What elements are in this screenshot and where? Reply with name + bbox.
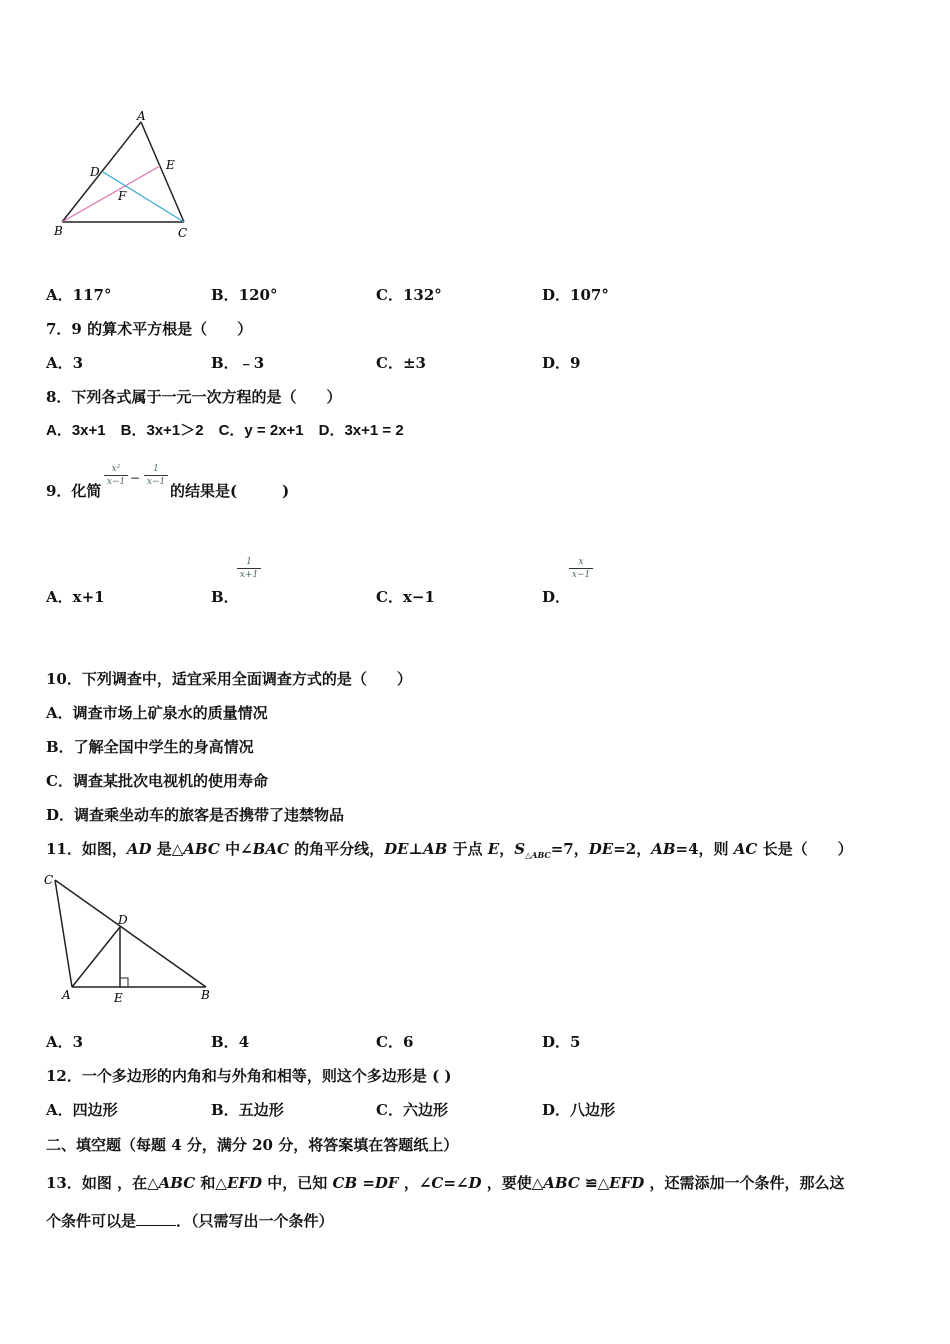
q13-line-2: 个条件可以是 ．（只需写出一个条件） bbox=[46, 1212, 334, 1230]
fig1-label-e: E bbox=[166, 158, 175, 172]
q7-stem: 7．9 的算术平方根是（ ） bbox=[46, 320, 253, 338]
q6-option-a: A．117° bbox=[46, 286, 112, 304]
fig1-label-c: C bbox=[178, 226, 188, 240]
q11-option-d: D．5 bbox=[542, 1033, 581, 1051]
fig2-label-d: D bbox=[118, 913, 128, 927]
q9-option-b-fraction: 1 x+1 bbox=[237, 557, 261, 580]
fig1-label-f: F bbox=[118, 189, 127, 203]
q6-option-c: C．132° bbox=[376, 286, 442, 304]
fig1-label-b: B bbox=[54, 224, 63, 238]
fig2-label-a: A bbox=[62, 988, 71, 1002]
q9-option-a: A．x+1 bbox=[46, 588, 105, 606]
q10-option-b: B．了解全国中学生的身高情况 bbox=[46, 738, 254, 756]
q9-option-d-key: D． bbox=[542, 588, 571, 606]
q9-option-d-fraction: x x−1 bbox=[569, 557, 593, 580]
q11-option-a: A．3 bbox=[46, 1033, 84, 1051]
q7-option-b: B．﹣3 bbox=[211, 354, 265, 372]
q12-option-b: B．五边形 bbox=[211, 1101, 284, 1119]
fig2-label-b: B bbox=[201, 988, 210, 1002]
triangle-figure-2 bbox=[40, 868, 220, 1008]
q13-line-1: 13．如图 ，在△ABC 和△EFD 中，已知 CB =DF ，∠C=∠D ，要使△ABC ≌△EFD ，还需添加一个条件，那么这 bbox=[46, 1174, 845, 1192]
q10-option-c: C．调查某批次电视机的使用寿命 bbox=[46, 772, 268, 790]
q12-option-c: C．六边形 bbox=[376, 1101, 448, 1119]
q12-option-d: D．八边形 bbox=[542, 1101, 616, 1119]
q7-option-c: C．±3 bbox=[376, 354, 426, 372]
q9-prefix: 9．化简 bbox=[46, 482, 102, 500]
triangle-figure-1 bbox=[40, 105, 210, 245]
q12-stem: 12．一个多边形的内角和与外角和相等，则这个多边形是 ( ) bbox=[46, 1067, 452, 1085]
q9-option-c: C．x−1 bbox=[376, 588, 435, 606]
q7-option-d: D．9 bbox=[542, 354, 581, 372]
q6-option-d: D．107° bbox=[542, 286, 609, 304]
q11-option-c: C．6 bbox=[376, 1033, 414, 1051]
q9-fraction-2: 1 x−1 bbox=[144, 464, 168, 487]
q10-option-d: D．调查乘坐动车的旅客是否携带了违禁物品 bbox=[46, 806, 345, 824]
fig1-label-a: A bbox=[137, 109, 146, 123]
q13-answer-blank[interactable] bbox=[136, 1211, 176, 1226]
fig1-label-d: D bbox=[90, 165, 100, 179]
fig2-label-e: E bbox=[114, 991, 123, 1005]
q7-option-a: A．3 bbox=[46, 354, 84, 372]
q11-option-b: B．4 bbox=[211, 1033, 250, 1051]
q6-option-b: B．120° bbox=[211, 286, 278, 304]
q9-minus: − bbox=[130, 471, 141, 485]
q10-stem: 10．下列调查中，适宜采用全面调查方式的是（ ） bbox=[46, 670, 412, 688]
fig2-label-c: C bbox=[44, 873, 54, 887]
q9-suffix: 的结果是( ) bbox=[170, 482, 290, 500]
q9-fraction-1: x² x−1 bbox=[104, 464, 128, 487]
section-2-title: 二、填空题（每题 4 分，满分 20 分，将答案填在答题纸上） bbox=[46, 1136, 459, 1154]
q8-options: A．3x+1 B．3x+1＞2 C．y = 2x+1 D．3x+1 = 2 bbox=[46, 422, 404, 439]
q10-option-a: A．调查市场上矿泉水的质量情况 bbox=[46, 704, 268, 722]
q11-stem: 11．如图，AD 是△ABC 中∠BAC 的角平分线，DE⊥AB 于点 E，$S_{\triangle ABC}=7$，DE=2，AB=4，则 AC 长是（ ） bbox=[46, 840, 853, 860]
q12-option-a: A．四边形 bbox=[46, 1101, 118, 1119]
q8-stem: 8．下列各式属于一元一次方程的是（ ） bbox=[46, 388, 342, 406]
q9-option-b-key: B． bbox=[211, 588, 239, 606]
